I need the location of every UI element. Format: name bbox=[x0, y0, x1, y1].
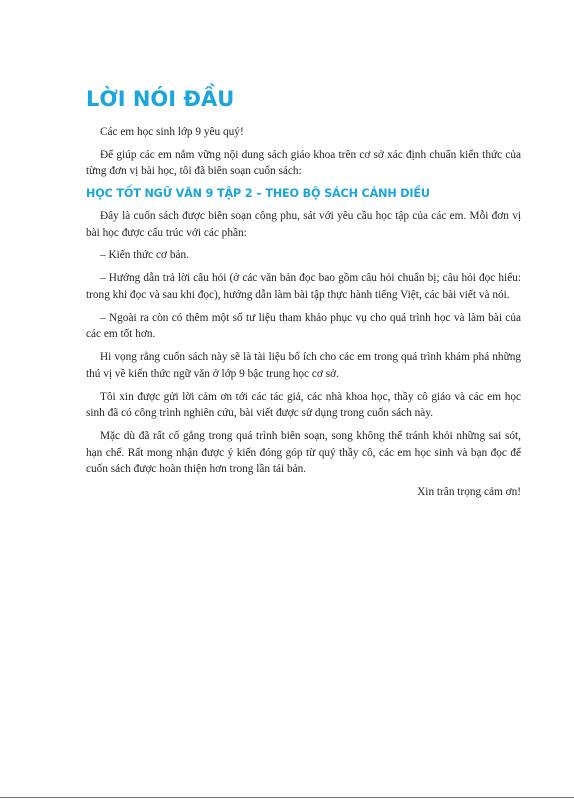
hope-paragraph: Hi vọng rằng cuốn sách này sẽ là tài liệu bổ ích cho các em trong quá trình khám phá những thú vị về kiến thức ngữ văn ở lớp 9 bậc trung học cơ sở. bbox=[86, 351, 521, 380]
footer-divider bbox=[0, 797, 574, 798]
book-title-heading: HỌC TỐT NGỮ VĂN 9 TẬP 2 – THEO BỘ SÁCH CÁNH DIỀU bbox=[86, 187, 430, 201]
closing-line: Xin trân trọng cảm ơn! bbox=[417, 486, 521, 499]
part-item-basic-knowledge: – Kiến thức cơ bản. bbox=[100, 249, 189, 262]
greeting-paragraph: Các em học sinh lớp 9 yêu quý! bbox=[100, 126, 244, 138]
preface-body bbox=[86, 124, 521, 507]
intro-paragraph: Để giúp các em nắm vững nội dung sách giáo khoa trên cơ sở xác định chuẩn kiến thức của từng đơn vị bài học, tôi đã biên soạn cuốn sách: bbox=[86, 148, 521, 178]
part-item-answer-guide: – Hướng dẫn trả lời câu hỏi (ở các văn bản đọc bao gồm câu hỏi chuẩn bị; câu hỏi đọc hiểu: trong khi đọc và sau khi đọc), hướng dẫn làm bài tập thực hành tiếng Việt, các bài viết và nói. bbox=[86, 272, 521, 301]
apology-paragraph: Mặc dù đã rất cố gắng trong quá trình biên soạn, song không thể tránh khỏi những sai sót, hạn chế. Rất mong nhận được ý kiến đóng góp từ quý thầy cô, các em học sinh và bạn đọc để cuốn sách được hoàn thiện hơn trong lần tái bản. bbox=[86, 430, 521, 476]
part-item-references: – Ngoài ra còn có thêm một số tư liệu tham khảo phục vụ cho quá trình học và làm bài của các em tốt hơn. bbox=[86, 311, 521, 341]
structure-intro-paragraph: Đây là cuốn sách được biên soạn công phu, sát với yêu cầu học tập của các em. Mỗi đơn vị bài học được cấu trúc với các phần: bbox=[86, 209, 521, 239]
thanks-paragraph: Tôi xin được gửi lời cảm ơn tới các tác giả, các nhà khoa học, thầy cô giáo và các em học sinh đã có công trình nghiên cứu, bài viết được sử dụng trong cuốn sách này. bbox=[86, 390, 521, 420]
page-title: LỜI NÓI ĐẦU bbox=[86, 87, 235, 111]
